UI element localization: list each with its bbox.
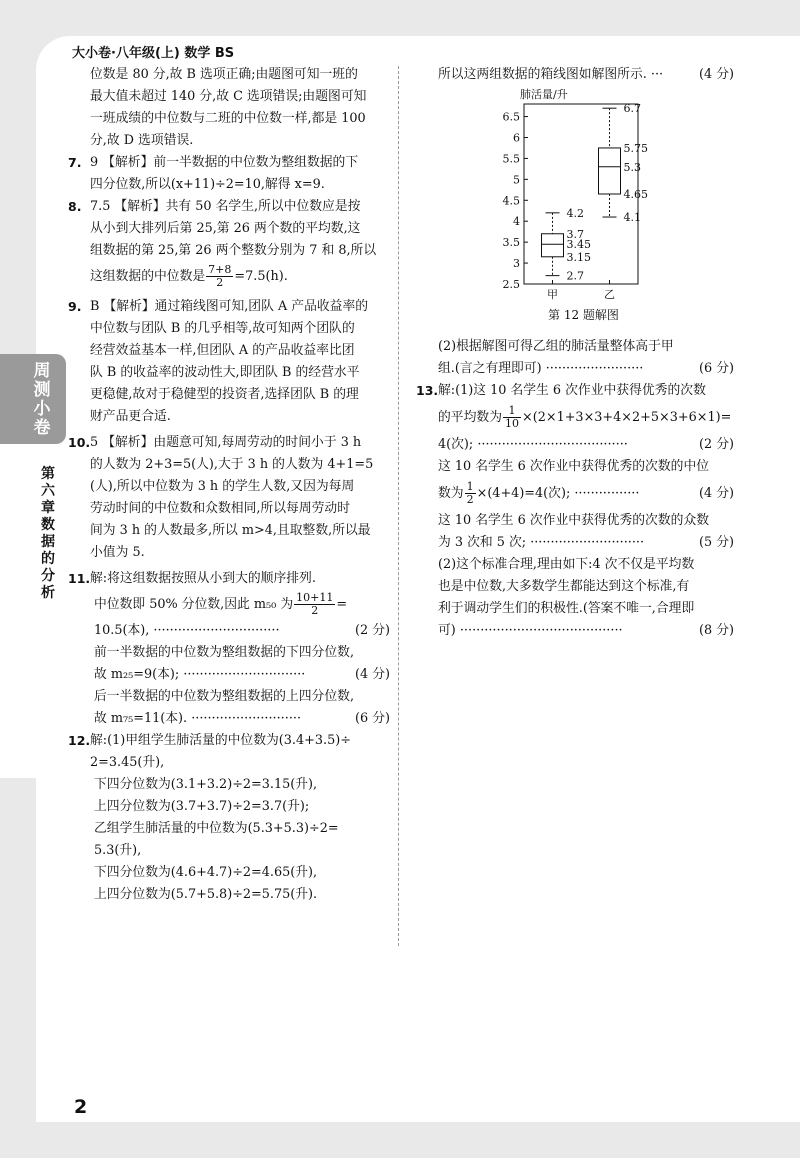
score-label: (4 分) xyxy=(699,486,734,501)
text-line: (人),所以中位数为 3 h 的学生人数,又因为每周 xyxy=(90,479,355,494)
text-span: 这组数据的中位数是 xyxy=(90,269,206,284)
text-line: 解:(1)这 10 名学生 6 次作业中获得优秀的次数 xyxy=(438,383,706,398)
question-number: 7. xyxy=(68,155,82,170)
text-line: 解:(1)甲组学生肺活量的中位数为(3.4+3.5)÷ xyxy=(90,733,351,748)
text-line: 后一半数据的中位数为整组数据的上四分位数, xyxy=(94,689,355,704)
text-line xyxy=(90,590,390,620)
score-label: (8 分) xyxy=(699,623,734,638)
question-12 xyxy=(68,730,390,906)
y-axis-label: 肺活量/升 xyxy=(520,88,568,101)
text-line: 利于调动学生们的积极性.(答案不唯一,合理即 xyxy=(438,601,695,616)
text-line: 7.5 【解析】共有 50 名学生,所以中位数应是按 xyxy=(90,199,361,214)
box xyxy=(542,234,564,257)
fraction-denominator: 10 xyxy=(504,417,519,430)
text-line: 四分位数,所以(x+11)÷2=10,解得 x=9. xyxy=(90,177,325,192)
y-tick-label: 6.5 xyxy=(502,110,520,124)
text-line: 5 【解析】由题意可知,每周劳动的时间小于 3 h xyxy=(90,435,362,450)
text-span: =7.5(h). xyxy=(234,269,288,284)
fraction xyxy=(206,264,233,289)
y-tick-label: 4 xyxy=(513,215,520,229)
score-label: (2 分) xyxy=(355,623,390,638)
text-line: 可) ········································ (8 分) xyxy=(438,620,734,642)
data-label: 6.7 xyxy=(623,102,641,116)
text-span: 中位数即 50% 分位数,因此 m₅₀ 为 xyxy=(94,597,294,612)
data-label: 5.3 xyxy=(623,160,641,174)
text-span: 4(次); xyxy=(438,437,474,452)
y-tick-label: 6 xyxy=(513,131,520,145)
q6-continuation xyxy=(68,64,390,152)
text-line: 2=3.45(升), xyxy=(90,755,165,770)
y-tick-label: 4.5 xyxy=(502,194,520,208)
question-number: 12. xyxy=(68,733,91,748)
y-tick-label: 5 xyxy=(513,173,520,187)
fraction xyxy=(294,592,335,617)
text-span: 故 m₇₅=11(本). xyxy=(94,711,188,726)
data-label: 4.65 xyxy=(623,188,648,201)
score-label: (4 分) xyxy=(355,667,390,682)
text-line: (2)根据解图可得乙组的肺活量整体高于甲 xyxy=(438,339,674,354)
text-line: 5.3(升), xyxy=(94,843,142,858)
score-label: (6 分) xyxy=(699,361,734,376)
question-11 xyxy=(68,568,390,730)
question-8 xyxy=(68,196,390,292)
text-span: 数为 xyxy=(438,486,464,501)
text-line: 一班成绩的中位数与二班的中位数一样,都是 100 xyxy=(90,111,366,126)
text-line: 分,故 D 选项错误. xyxy=(90,133,194,148)
fraction xyxy=(465,481,476,506)
text-line: 10.5(本), ······························· (2 分) xyxy=(90,620,390,642)
text-line: 为 3 次和 5 次; ···························· (5 分) xyxy=(438,532,734,554)
chapter-label: 第六章 数据的分析 xyxy=(41,466,55,601)
fraction-numerator: 10+11 xyxy=(296,591,334,604)
question-10 xyxy=(68,432,390,564)
fraction-numerator: 1 xyxy=(503,405,521,418)
text-line: 4(次); ····································· (2 分) xyxy=(438,434,734,456)
fraction-denominator: 2 xyxy=(311,604,319,617)
text-line: 前一半数据的中位数为整组数据的下四分位数, xyxy=(94,645,355,660)
fraction-numerator: 1 xyxy=(466,480,474,493)
question-13 xyxy=(416,380,734,642)
text-line: 上四分位数为(3.7+3.7)÷2=3.7(升); xyxy=(94,799,310,814)
question-number: 8. xyxy=(68,199,82,214)
text-line: (2)这个标准合理,理由如下:4 次不仅是平均数 xyxy=(438,557,695,572)
data-label: 4.1 xyxy=(623,211,641,225)
text-line: 劳动时间的中位数和众数相同,所以每周劳动时 xyxy=(90,501,351,516)
text-line: 位数是 80 分,故 B 选项正确;由题图可知一班的 xyxy=(90,67,358,82)
score-label: (5 分) xyxy=(699,535,734,550)
text-line: 经营效益基本一样,但团队 A 的产品收益率比团 xyxy=(90,343,355,358)
fraction-denominator: 2 xyxy=(466,493,474,506)
text-line xyxy=(438,402,734,434)
text-span: 的平均数为 xyxy=(438,410,502,425)
text-span: = xyxy=(336,597,348,612)
score-label: (2 分) xyxy=(699,437,734,452)
fraction xyxy=(503,405,521,430)
text-line: 中位数与团队 B 的几乎相等,故可知两个团队的 xyxy=(90,321,355,336)
y-tick-label: 3.5 xyxy=(502,236,520,250)
column-divider xyxy=(398,66,399,946)
text-line: 下四分位数为(3.1+3.2)÷2=3.15(升), xyxy=(94,777,318,792)
text-line: 故 m₂₅=9(本); ······························ (4 分) xyxy=(90,664,390,686)
text-span: ×(2×1+3×3+4×2+5×3+6×1)= xyxy=(521,410,732,425)
x-tick-label: 甲 xyxy=(547,288,558,301)
text-line: 财产品更合适. xyxy=(90,409,171,424)
text-line: 数为 $\frac{1}{2}$ ×(4+4)=4(次); ················ (4 分) xyxy=(438,478,734,510)
box xyxy=(599,148,621,194)
text-line: 这 10 名学生 6 次作业中获得优秀的次数的众数 xyxy=(438,513,710,528)
question-number: 10. xyxy=(68,435,91,450)
question-number: 11. xyxy=(68,571,91,586)
text-line: 也是中位数,大多数学生都能达到这个标准,有 xyxy=(438,579,690,594)
question-number: 13. xyxy=(416,383,439,398)
score-label: (6 分) xyxy=(355,711,390,726)
text-line: 所以这两组数据的箱线图如解图所示. ··· (4 分) xyxy=(416,64,734,86)
page-header: 大小卷·八年级(上) 数学 BS xyxy=(72,46,235,61)
y-tick-label: 5.5 xyxy=(502,152,520,166)
data-label: 5.75 xyxy=(623,141,648,155)
text-line: 下四分位数为(4.6+4.7)÷2=4.65(升), xyxy=(94,865,318,880)
score-label: (4 分) xyxy=(699,67,734,82)
text-line: 间为 3 h 的人数最多,所以 m>4,且取整数,所以最 xyxy=(90,523,371,538)
chart-caption: 第 12 题解图 xyxy=(548,308,619,322)
text-line: 从小到大排列后第 25,第 26 两个数的平均数,这 xyxy=(90,221,361,236)
text-span: 所以这两组数据的箱线图如解图所示. xyxy=(438,67,647,82)
fraction-numerator: 7+8 xyxy=(208,263,232,276)
text-line: 最大值未超过 140 分,故 C 选项错误;由题图可知 xyxy=(90,89,367,104)
text-line: 小值为 5. xyxy=(90,545,145,560)
text-line: 解:将这组数据按照从小到大的顺序排列. xyxy=(90,571,316,586)
text-line: 组数据的第 25,第 26 两个整数分别为 7 和 8,所以 xyxy=(90,243,377,258)
data-label: 3.7 xyxy=(566,227,584,241)
text-span: 为 3 次和 5 次; xyxy=(438,535,527,550)
text-line: 故 m₇₅=11(本). ··························· (6 分) xyxy=(90,708,390,730)
x-tick-label: 乙 xyxy=(604,288,615,301)
data-label: 4.2 xyxy=(566,206,584,220)
text-span: 故 m₂₅=9(本); xyxy=(94,667,180,682)
question-number: 9. xyxy=(68,299,82,314)
question-7 xyxy=(68,152,390,196)
side-tab-label: 周测小卷 xyxy=(33,361,51,438)
data-label: 3.45 xyxy=(566,238,591,252)
y-tick-label: 2.5 xyxy=(502,278,520,291)
text-line: 9 【解析】前一半数据的中位数为整组数据的下 xyxy=(90,155,359,170)
text-line: 这 10 名学生 6 次作业中获得优秀的次数的中位 xyxy=(438,459,710,474)
text-line: B 【解析】通过箱线图可知,团队 A 产品收益率的 xyxy=(90,299,369,314)
question-9 xyxy=(68,296,390,428)
left-column xyxy=(68,64,390,906)
y-tick-label: 3 xyxy=(513,257,520,271)
data-label: 3.15 xyxy=(566,250,591,264)
text-line: 组.(言之有理即可) ························ (6 分) xyxy=(416,358,734,380)
text-line: 上四分位数为(5.7+5.8)÷2=5.75(升). xyxy=(94,887,318,902)
text-line: 乙组学生肺活量的中位数为(5.3+5.3)÷2= xyxy=(94,821,339,836)
text-span: ×(4+4)=4(次); xyxy=(476,486,571,501)
data-label: 2.7 xyxy=(566,269,584,283)
page-number: 2 xyxy=(74,1096,88,1118)
text-line: 队 B 的收益率的波动性大,即团队 B 的经营水平 xyxy=(90,365,360,380)
text-span: 10.5(本), xyxy=(94,623,150,638)
fraction-denominator: 2 xyxy=(216,276,224,289)
text-line: 更稳健,故对于稳健型的投资者,选择团队 B 的理 xyxy=(90,387,359,402)
text-span: 可) xyxy=(438,623,456,638)
text-line xyxy=(90,262,390,292)
text-span: 组.(言之有理即可) xyxy=(438,361,542,376)
boxplot-chart xyxy=(488,86,698,326)
text-line: 的人数为 2+3=5(人),大于 3 h 的人数为 4+1=5 xyxy=(90,457,374,472)
